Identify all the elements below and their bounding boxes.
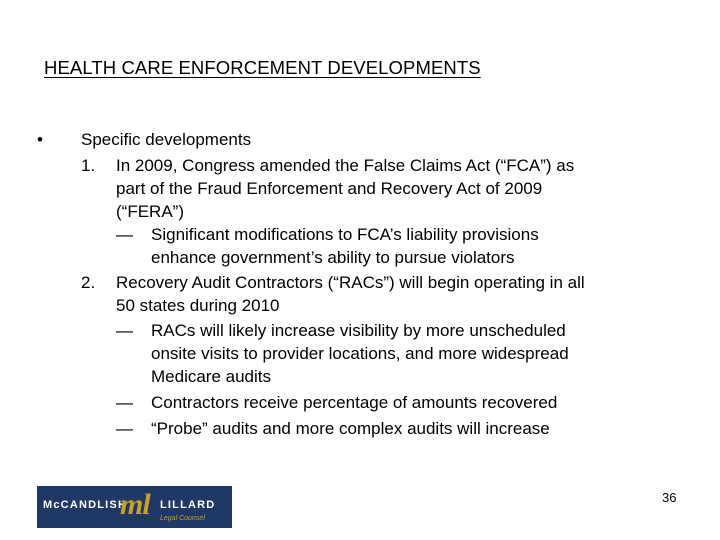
subitem-line: “Probe” audits and more complex audits will increase — [151, 419, 550, 438]
bullet-icon: • — [37, 130, 43, 149]
subitem-line: Medicare audits — [151, 367, 272, 386]
bullet-text: Specific developments — [81, 130, 252, 149]
firm-logo — [37, 486, 232, 528]
subitem-line: Contractors receive percentage of amounts recovered — [151, 393, 558, 412]
item-number: 2. — [81, 273, 96, 292]
item-number: 1. — [81, 156, 96, 175]
item-line: (“FERA”) — [116, 202, 184, 221]
slide-title: HEALTH CARE ENFORCEMENT DEVELOPMENTS — [44, 57, 481, 78]
logo-left-text: McCANDLISH — [43, 499, 128, 511]
logo-right-text: LILLARD — [160, 499, 216, 511]
item-line: Recovery Audit Contractors (“RACs”) will begin operating in all — [116, 273, 585, 292]
subitem-line: RACs will likely increase visibility by more unscheduled — [151, 321, 566, 340]
item-line: 50 states during 2010 — [116, 296, 280, 315]
dash-icon: — — [116, 419, 133, 438]
dash-icon: — — [116, 225, 133, 244]
subitem-line: onsite visits to provider locations, and more widespread — [151, 344, 569, 363]
item-line: In 2009, Congress amended the False Claims Act (“FCA”) as — [116, 156, 575, 175]
dash-icon: — — [116, 393, 133, 412]
dash-icon: — — [116, 321, 133, 340]
subitem-line: Significant modifications to FCA’s liability provisions — [151, 225, 539, 244]
page-number: 36 — [662, 490, 677, 505]
logo-tagline: Legal Counsel — [160, 515, 205, 522]
item-line: part of the Fraud Enforcement and Recovery Act of 2009 — [116, 179, 543, 198]
subitem-line: enhance government’s ability to pursue violators — [151, 248, 515, 267]
logo-mark: ml — [120, 488, 150, 521]
